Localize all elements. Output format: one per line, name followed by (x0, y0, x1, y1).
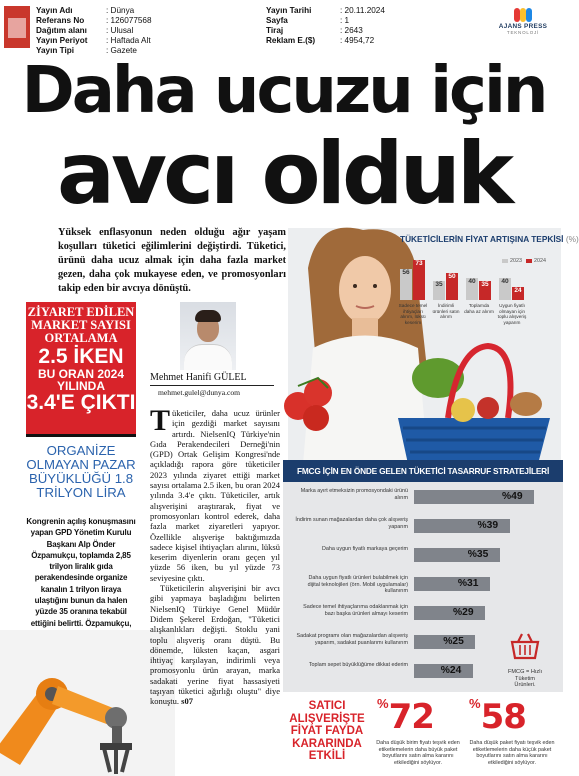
bar-2023: 40 (499, 278, 511, 300)
strategy-value: %29 (453, 607, 474, 618)
body-paragraph-1: üketiciler, daha ucuz ürünler için gezdiği market sayısını artırdı. NielsenIQ Türkiye'nin Gıda Perakendecileri Derneği'nin (GPD) Ortak Gelişim Kongresi'nde açıkladığı rapora göre tüketiciler 2023 yılında ziyaret ettiği market sayısı ortalama 2.5 iken, bu oran 2024 yılında 3.4'e çıktı. Tüketiciler, artık alışverişini araştırarak, fiyat ve promosyonları kontrol ederek, daha fazla market ziyaretleri yapıyor. Özellikle alışverişe baktığımızda sadece kişisel ihtiyaçları alırını, lüksü keserim diyenlerin oranı geçen yıl yüzde 56 iken, bu yıl yüzde 73 seviyesine çıktı. (150, 408, 280, 583)
newspaper-logo (4, 6, 30, 48)
bar-2024: 35 (479, 281, 491, 300)
strategy-value: %39 (477, 520, 499, 531)
strategy-row (283, 544, 563, 570)
bar-2023: 40 (466, 278, 478, 300)
highlight-line-2: 2.5 İKEN (38, 345, 124, 368)
robot-arm-illustration (0, 630, 175, 776)
meta-label: Sayfa (266, 16, 288, 25)
meta-value: : 126077568 (106, 16, 152, 25)
basket-caption: FMCG = Hızlı Tüketim Ürünleri. (507, 669, 543, 689)
divider (26, 434, 136, 437)
strategy-label: Toplam sepet büyüklüğüme dikkat ederim (308, 662, 408, 668)
author-email[interactable]: mehmet.gulel@dunya.com (158, 388, 241, 397)
chart-title (400, 234, 579, 244)
meta-row (266, 6, 385, 16)
legend-label: 2024 (534, 258, 546, 264)
meta-label: Yayın Tipi (36, 46, 75, 55)
headline-line-2: avcı olduk (56, 124, 511, 224)
strategy-label: İndirim sunan mağazalardan daha çok alışveriş yaparım (295, 517, 408, 530)
legend-label: 2023 (510, 258, 522, 264)
highlight-line-3: BU ORAN 2024 YILINDA (37, 367, 125, 393)
category-label: İndirimli ürünleri satın alırım (432, 303, 460, 320)
strategy-value: %35 (467, 549, 489, 560)
agency-mark-icon (514, 8, 532, 22)
meta-value: : 2643 (340, 26, 363, 35)
shopping-basket-icon (505, 632, 545, 689)
strategy-label: Marka ayırt etmeksizin promosyondaki ürünü alırım (300, 488, 408, 501)
headline-line-1: Daha ucuzu için (21, 54, 546, 128)
category-label: Sadece temel ihtiyaçları alırım, lüksü keserim (398, 303, 428, 325)
meta-label: Yayın Adı (36, 6, 73, 15)
meta-row (36, 26, 133, 36)
savings-strategies-panel (283, 460, 563, 776)
stat-58 (469, 696, 526, 737)
author-photo (180, 302, 236, 370)
strategy-row (283, 573, 563, 599)
strategies-header: FMCG İÇİN EN ÖNDE GELEN TÜKETİCİ TASARRUF STRATEJİLERİ (283, 460, 563, 482)
sub-headline: ORGANİZE OLMAYAN PAZAR BÜYÜKLÜĞÜ 1.8 TRİLYON LİRA (26, 443, 136, 500)
meta-value: : 4954,72 (340, 36, 375, 45)
stat-58-percent: % (469, 696, 481, 711)
bar-2023: 35 (433, 281, 445, 300)
agency-name: AJANS PRESS (498, 23, 548, 30)
legend-item (502, 258, 522, 264)
strategy-value: %49 (502, 491, 523, 502)
strategy-value: %31 (457, 578, 479, 589)
agency-logo (491, 8, 555, 35)
category-label: Uygun fiyatlı olmayan için toplu alışveriş yaparım (497, 303, 527, 325)
drop-cap: T (150, 404, 171, 437)
meta-value: : 1 (340, 16, 350, 25)
strategy-bar (414, 606, 485, 620)
legend-item (526, 258, 546, 264)
meta-value: : Haftada Alt (106, 36, 151, 45)
strategy-label: Daha uygun fiyatlı markaya geçerim (322, 546, 408, 552)
chart-title-text: TÜKETİCİLERİN FİYAT ARTIŞINA TEPKİSİ (400, 234, 564, 244)
meta-value: : Gazete (106, 46, 137, 55)
bar-2024: 24 (512, 287, 524, 300)
stat-58-value: 58 (480, 697, 526, 737)
agency-subtitle: TEKNOLOJİ (506, 30, 540, 35)
meta-label: Yayın Periyot (36, 36, 88, 45)
strategy-label: Daha uygun fiyatlı ürünleri bulabilmek için dijital teknolojileri (örn. Mobil uygulamalar) kullanırım (307, 575, 408, 595)
price-reaction-chart (390, 234, 579, 342)
strategy-row (283, 515, 563, 541)
retailer-impact-title: SATICI ALIŞVERİŞTE FİYAT FAYDA KARARINDA ETKİLİ (289, 700, 365, 762)
sidebar-article: Kongrenin açılış konuşmasını yapan GPD Yönetim Kurulu Başkanı Alp Önder Özpamukçu, toplamda 2,85 trilyon liralık gıda perakendesinde organize kanalın 1 trilyon liraya ulaştığını bunun da halen yüzde 35 oranına tekabül ettiğini belirtti. Özpamukçu, (26, 517, 136, 628)
meta-value: : Dünya (106, 6, 135, 15)
meta-row (266, 26, 363, 36)
highlight-line-1: ZİYARET EDİLEN MARKET SAYISI ORTALAMA (27, 305, 135, 345)
publication-meta (4, 6, 563, 56)
strategy-row (283, 486, 563, 512)
bar-2023: 56 (400, 269, 412, 300)
category-label: Toplamda daha az alırım (464, 303, 494, 314)
legend-swatch (502, 259, 508, 263)
stat-72-value: 72 (388, 697, 434, 737)
strategy-value: %24 (440, 665, 462, 676)
meta-label: Reklam E.($) (266, 36, 316, 45)
meta-label: Tiraj (266, 26, 284, 35)
meta-value: : 20.11.2024 (340, 6, 385, 15)
meta-label: Referans No (36, 16, 85, 25)
meta-label: Yayın Tarihi (266, 6, 312, 15)
key-stats (283, 692, 563, 776)
article-body (150, 404, 280, 707)
author-name: Mehmet Hanifi GÜLEL (150, 372, 274, 386)
lead-paragraph: Yüksek enflasyonun neden olduğu ağır yaşam koşulları tüketici eğilimlerini değiştirdi. Tüketici, ürünü daha ucuz almak için daha fazla market gezen, daha çok mukayese eden, ve promosyonları takip eden bir avcıya dönüştü. (58, 227, 286, 294)
meta-row (36, 16, 152, 26)
meta-row (266, 36, 374, 46)
highlight-box (26, 302, 136, 434)
strategy-label: Sadece temel ihtiyaçlarıma odaklanmak için bazı başka ürünleri almayı keserim (303, 604, 408, 617)
meta-value: : Ulusal (106, 26, 134, 35)
meta-row (36, 36, 151, 46)
strategy-row (283, 602, 563, 628)
stat-72 (377, 696, 434, 737)
stat-72-percent: % (377, 696, 389, 711)
bar-2024: 50 (446, 273, 458, 301)
meta-label: Dağıtım alanı (36, 26, 87, 35)
chart-unit: (%) (565, 234, 579, 244)
highlight-line-4: 3.4'E ÇIKTI (26, 391, 136, 414)
stat-72-description: Daha düşük birim fiyatı teşvik eden etiketlemelerin daha büyük paket boyutlarını satın alma kararını etkilediğini söylüyor. (376, 740, 460, 766)
legend-swatch (526, 259, 532, 263)
article-signoff: s07 (181, 696, 193, 707)
strategy-value: %25 (443, 636, 464, 647)
bar-2024: 73 (413, 260, 425, 300)
meta-row (266, 16, 349, 26)
strategy-label: Sadakat programı olan mağazalardan alışveriş yaparım, sadakat puanlarımı kullanırım (296, 633, 408, 646)
stat-58-description: Daha düşük paket fiyatı teşvik eden etiketlemelerin daha küçük paket boyutlarını satın alma kararını etkilediğini söylüyor. (469, 740, 555, 766)
meta-row (36, 6, 134, 16)
body-paragraph-2: Tüketicilerin alışverişini bir avcı gibi yapmaya başladığını belirten NielsenIQ Türkiye Genel Müdür Didem Şekerel Erdoğan, "Tüketici alışkanlıkları değişti. Stoklu yani toplu alışveriş oranı düştü. Bu dönemde, lüksten kaçan, asgari ihtiyaç karşılayan, indirimli veya promosyonlu ürün arayan, marka sadakati yerine fiyat hassasiyeti taşıyan tüketici ağırlığı oluştu" diye konuştu. (150, 583, 280, 707)
